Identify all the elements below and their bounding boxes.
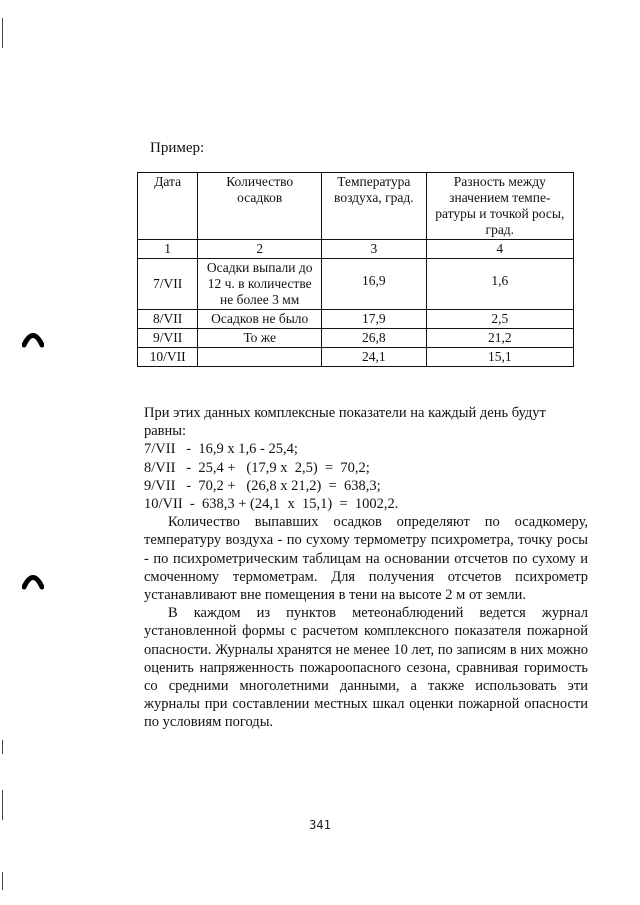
calculation-line: 7/VII - 16,9 х 1,6 - 25,4; [144,441,298,458]
cell-difference: 1,6 [426,259,573,310]
calculation-line: 9/VII - 70,2 + (26,8 х 21,2) = 638,3; [144,477,381,494]
scan-edge-mark [2,872,3,890]
header-date: Дата [138,173,198,240]
table-row [138,310,574,329]
cell-temperature: 24,1 [322,348,427,367]
cell-date: 8/VII [138,310,198,329]
table-header-row [138,173,574,240]
cell-difference: 15,1 [426,348,573,367]
page-number: 341 [309,818,331,832]
cell-date: 10/VII [138,348,198,367]
binding-bracket-icon [22,328,44,348]
cell-date: 7/VII [138,259,198,310]
cell-temperature: 26,8 [322,329,427,348]
column-number: 3 [322,240,427,259]
binding-bracket-icon [22,570,44,590]
scan-edge-mark [2,18,3,48]
body-text [144,404,588,732]
scan-edge-mark [2,790,3,820]
paragraph: Количество выпавших осадков определяют по осадкомеру, температуру воздуха - по сухому термометру психрометра, точку росы - по психрометрическим таблицам на основании отсчетов по сухому и смоченному термометрам. Для получения отсчетов психрометр устанавливают вне помещения в тени на высоте 2 м от земли. [144,514,588,604]
table-row [138,329,574,348]
column-number: 4 [426,240,573,259]
cell-precipitation [198,348,322,367]
table-row [138,259,574,310]
column-number-row [138,240,574,259]
paragraph: В каждом из пунктов метеонаблюдений ведется журнал установленной формы с расчетом комплексного показателя пожарной опасности. Журналы хранятся не менее 10 лет, по записям в них можно оценить напряженность пожароопасного сезона, сравнивая горимость со средними многолетними данными, а также использовать эти журналы при составлении местных шкал оценки пожарной опасности по условиям погоды. [144,605,588,731]
column-number: 2 [198,240,322,259]
column-number: 1 [138,240,198,259]
cell-precipitation: То же [198,329,322,348]
intro-sentence: При этих данных комплексные показатели на каждый день будут равны: [144,405,546,440]
calculation-line: 8/VII - 25,4 + (17,9 х 2,5) = 70,2; [144,459,370,476]
cell-precipitation: Осадки выпали до 12 ч. в количестве не более 3 мм [198,259,322,310]
cell-precipitation: Осадков не было [198,310,322,329]
cell-date: 9/VII [138,329,198,348]
header-temperature: Температура воздуха, град. [322,173,427,240]
table-row [138,348,574,367]
cell-difference: 2,5 [426,310,573,329]
calculation-line: 10/VII - 638,3 + (24,1 х 15,1) = 1002,2. [144,496,399,513]
weather-data-table [137,172,574,367]
cell-temperature: 16,9 [322,259,427,310]
cell-temperature: 17,9 [322,310,427,329]
header-dewpoint-difference: Разность между значением темпе-ратуры и точкой росы, град. [426,173,573,240]
scan-edge-mark [2,740,3,754]
header-precipitation: Количество осадков [198,173,322,240]
cell-difference: 21,2 [426,329,573,348]
example-label: Пример: [150,140,205,156]
